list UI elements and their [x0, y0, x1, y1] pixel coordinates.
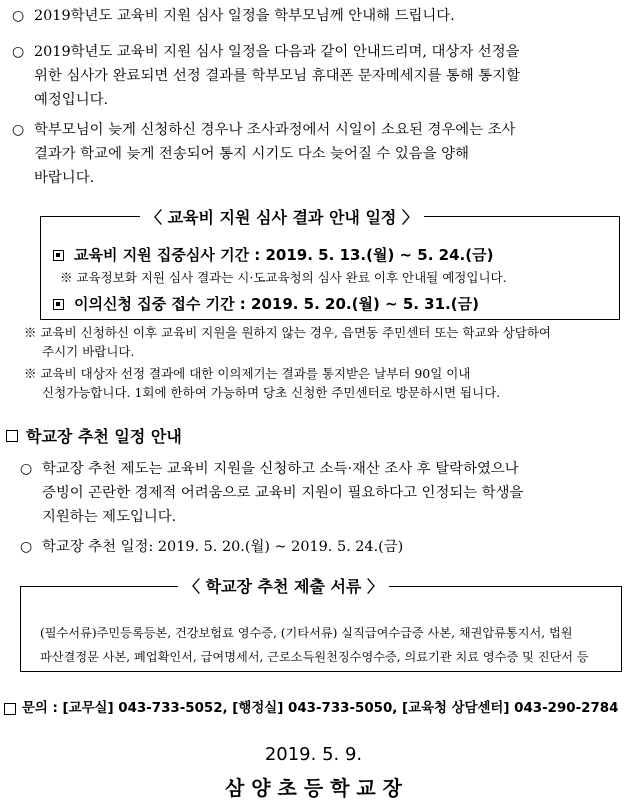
intro-item-2-line: 2019학년도 교육비 지원 심사 일정을 다음과 같이 안내드리며, 대상자 선정을: [34, 44, 520, 60]
bullet-icon: ○: [12, 122, 25, 138]
schedule-box-title: 〈 교육비 지원 심사 결과 안내 일정 〉: [140, 205, 424, 228]
principal-item-2: 학교장 추천 일정: 2019. 5. 20.(월) ~ 2019. 5. 24.(금): [42, 539, 404, 555]
section-square-icon: [4, 703, 16, 715]
section-square-icon: [6, 430, 18, 442]
schedule-row-1-note: ※ 교육정보화 지원 심사 결과는 시·도교육청의 심사 완료 이후 안내될 예정입니다.: [60, 270, 507, 285]
intro-item-2: [34, 40, 624, 112]
footer-school: 삼 양 초 등 학 교 장: [224, 776, 403, 800]
note-2: [24, 364, 624, 402]
intro-item-1: [34, 4, 624, 28]
note-1-line: 주시기 바랍니다.: [42, 344, 135, 359]
docs-box-title: 〈 학교장 추천 제출 서류 〉: [178, 574, 389, 597]
schedule-row-2: 이의신청 집중 접수 기간 : 2019. 5. 20.(월) ~ 5. 31.(금): [74, 295, 479, 313]
note-1-line: ※ 교육비 신청하신 이후 교육비 지원을 원하지 않는 경우, 읍면동 주민센터 또는 학교와 상담하여: [24, 325, 551, 340]
intro-item-3-line: 바랍니다.: [34, 170, 95, 186]
note-2-line: 신청가능합니다. 1회에 한하여 가능하며 당초 신청한 주민센터로 방문하시면 됩니다.: [42, 385, 501, 400]
note-2-line: ※ 교육비 대상자 선정 결과에 대한 이의제기는 결과를 통지받은 날부터 90일 이내: [24, 366, 471, 381]
principal-item-1-line: 학교장 추천 제도는 교육비 지원을 신청하고 소득·재산 조사 후 탈락하였으나: [42, 461, 519, 477]
principal-item-1: [42, 457, 624, 529]
intro-item-2-line: 위한 심사가 완료되면 선정 결과를 학부모님 휴대폰 문자메세지를 통해 통지할: [34, 68, 521, 84]
contact-line: 문의 : [교무실] 043-733-5052, [행정실] 043-733-5050, [교육청 상담센터] 043-290-2784: [22, 701, 619, 716]
principal-item-1-line: 증빙이 곤란한 경제적 어려움으로 교육비 지원이 필요하다고 인정되는 학생을: [42, 485, 524, 501]
footer-date: 2019. 5. 9.: [264, 744, 363, 765]
bullet-icon: ○: [12, 8, 25, 24]
bullet-icon: ○: [20, 539, 33, 555]
checkbox-icon: [53, 250, 64, 261]
intro-item-3: [34, 118, 624, 190]
schedule-row-1: 교육비 지원 집중심사 기간 : 2019. 5. 13.(월) ~ 5. 24.(금): [74, 246, 494, 264]
intro-item-2-line: 예정입니다.: [34, 92, 109, 108]
intro-item-3-line: 결과가 학교에 늦게 전송되어 통지 시기도 다소 늦어질 수 있음을 양해: [34, 146, 469, 162]
docs-line-2: 파산결정문 사본, 폐업확인서, 급여명세서, 근로소득원천징수영수증, 의료기관 치료 영수증 및 진단서 등: [40, 650, 589, 664]
intro-item-3-line: 학부모님이 늦게 신청하신 경우나 조사과정에서 시일이 소요된 경우에는 조사: [34, 122, 516, 138]
intro-item-1-line: 2019학년도 교육비 지원 심사 일정을 학부모님께 안내해 드립니다.: [34, 8, 455, 24]
checkbox-icon: [53, 299, 64, 310]
principal-item-1-line: 지원하는 제도입니다.: [42, 509, 177, 525]
docs-line-1: (필수서류)주민등록등본, 건강보험료 영수증, (기타서류) 실직급여수급증 사본, 채권압류통지서, 법원: [40, 626, 573, 640]
note-1: [24, 323, 624, 361]
principal-heading: 학교장 추천 일정 안내: [26, 427, 182, 446]
bullet-icon: ○: [12, 44, 25, 60]
bullet-icon: ○: [20, 461, 33, 477]
